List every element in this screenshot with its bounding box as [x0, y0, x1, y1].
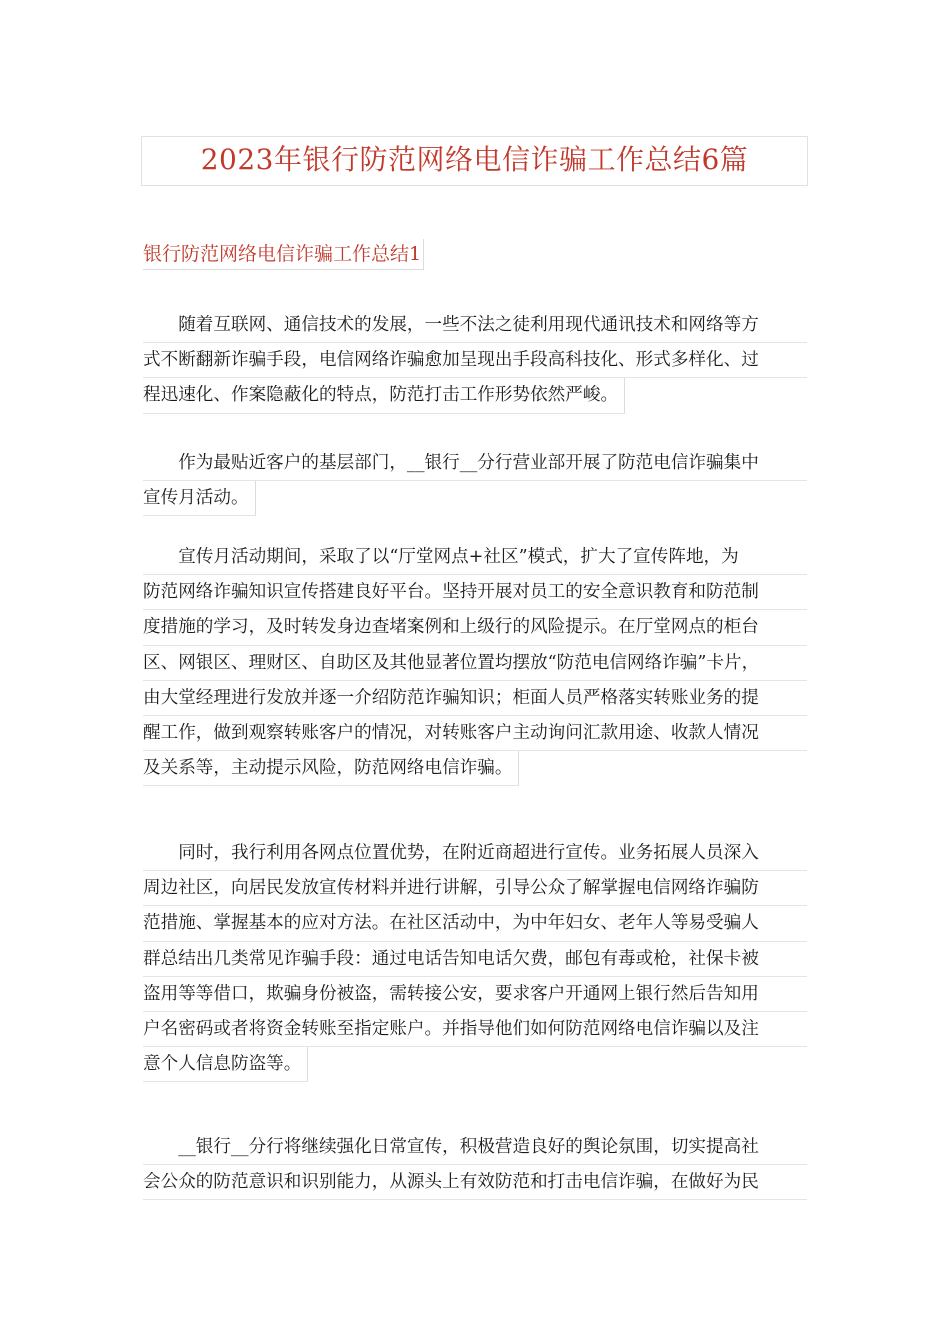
paragraph-line: 区、网银区、理财区、自助区及其他显著位置均摆放“防范电信网络诈骗”卡片，	[143, 646, 807, 681]
paragraph-line: 醒工作，做到观察转账客户的情况，对转账客户主动询问汇款用途、收款人情况	[143, 716, 807, 751]
paragraph-line: 宣传月活动。	[143, 481, 256, 516]
paragraph-line: 意个人信息防盗等。	[143, 1047, 308, 1082]
paragraph-line: 群总结出几类常见诈骗手段：通过电话告知电话欠费，邮包有毒或枪，社保卡被	[143, 942, 807, 977]
paragraph-line: __银行__分行将继续强化日常宣传，积极营造良好的舆论氛围，切实提高社	[143, 1130, 807, 1165]
paragraph-2	[143, 446, 807, 529]
paragraph-line: 会公众的防范意识和识别能力，从源头上有效防范和打击电信诈骗，在做好为民	[143, 1165, 807, 1200]
paragraph-line: 宣传月活动期间，采取了以“厅堂网点+社区”模式，扩大了宣传阵地，为	[143, 540, 807, 575]
paragraph-line: 作为最贴近客户的基层部门，__银行__分行营业部开展了防范电信诈骗集中	[143, 446, 807, 481]
paragraph-line: 由大堂经理进行发放并逐一介绍防范诈骗知识；柜面人员严格落实转账业务的提	[143, 681, 807, 716]
paragraph-5	[143, 1130, 807, 1200]
section-title: 银行防范网络电信诈骗工作总结1	[143, 239, 424, 270]
paragraph-4	[143, 836, 807, 1095]
paragraph-line: 式不断翻新诈骗手段，电信网络诈骗愈加呈现出手段高科技化、形式多样化、过	[143, 343, 807, 378]
paragraph-1	[143, 308, 807, 426]
paragraph-line: 户名密码或者将资金转账至指定账户。并指导他们如何防范网络电信诈骗以及注	[143, 1012, 807, 1047]
paragraph-line: 同时，我行利用各网点位置优势，在附近商超进行宣传。业务拓展人员深入	[143, 836, 807, 871]
paragraph-3	[143, 540, 807, 799]
paragraph-line: 度措施的学习，及时转发身边查堵案例和上级行的风险提示。在厅堂网点的柜台	[143, 610, 807, 645]
paragraph-line: 周边社区，向居民发放宣传材料并进行讲解，引导公众了解掌握电信网络诈骗防	[143, 871, 807, 906]
paragraph-line: 防范网络诈骗知识宣传搭建良好平台。坚持开展对员工的安全意识教育和防范制	[143, 575, 807, 610]
paragraph-line: 程迅速化、作案隐蔽化的特点，防范打击工作形势依然严峻。	[143, 378, 625, 413]
document-title: 2023年银行防范网络电信诈骗工作总结6篇	[141, 136, 808, 186]
paragraph-line: 盗用等等借口，欺骗身份被盗，需转接公安，要求客户开通网上银行然后告知用	[143, 977, 807, 1012]
paragraph-line: 随着互联网、通信技术的发展，一些不法之徒利用现代通讯技术和网络等方	[143, 308, 807, 343]
paragraph-line: 及关系等，主动提示风险，防范网络电信诈骗。	[143, 751, 519, 786]
paragraph-line: 范措施、掌握基本的应对方法。在社区活动中，为中年妇女、老年人等易受骗人	[143, 906, 807, 941]
